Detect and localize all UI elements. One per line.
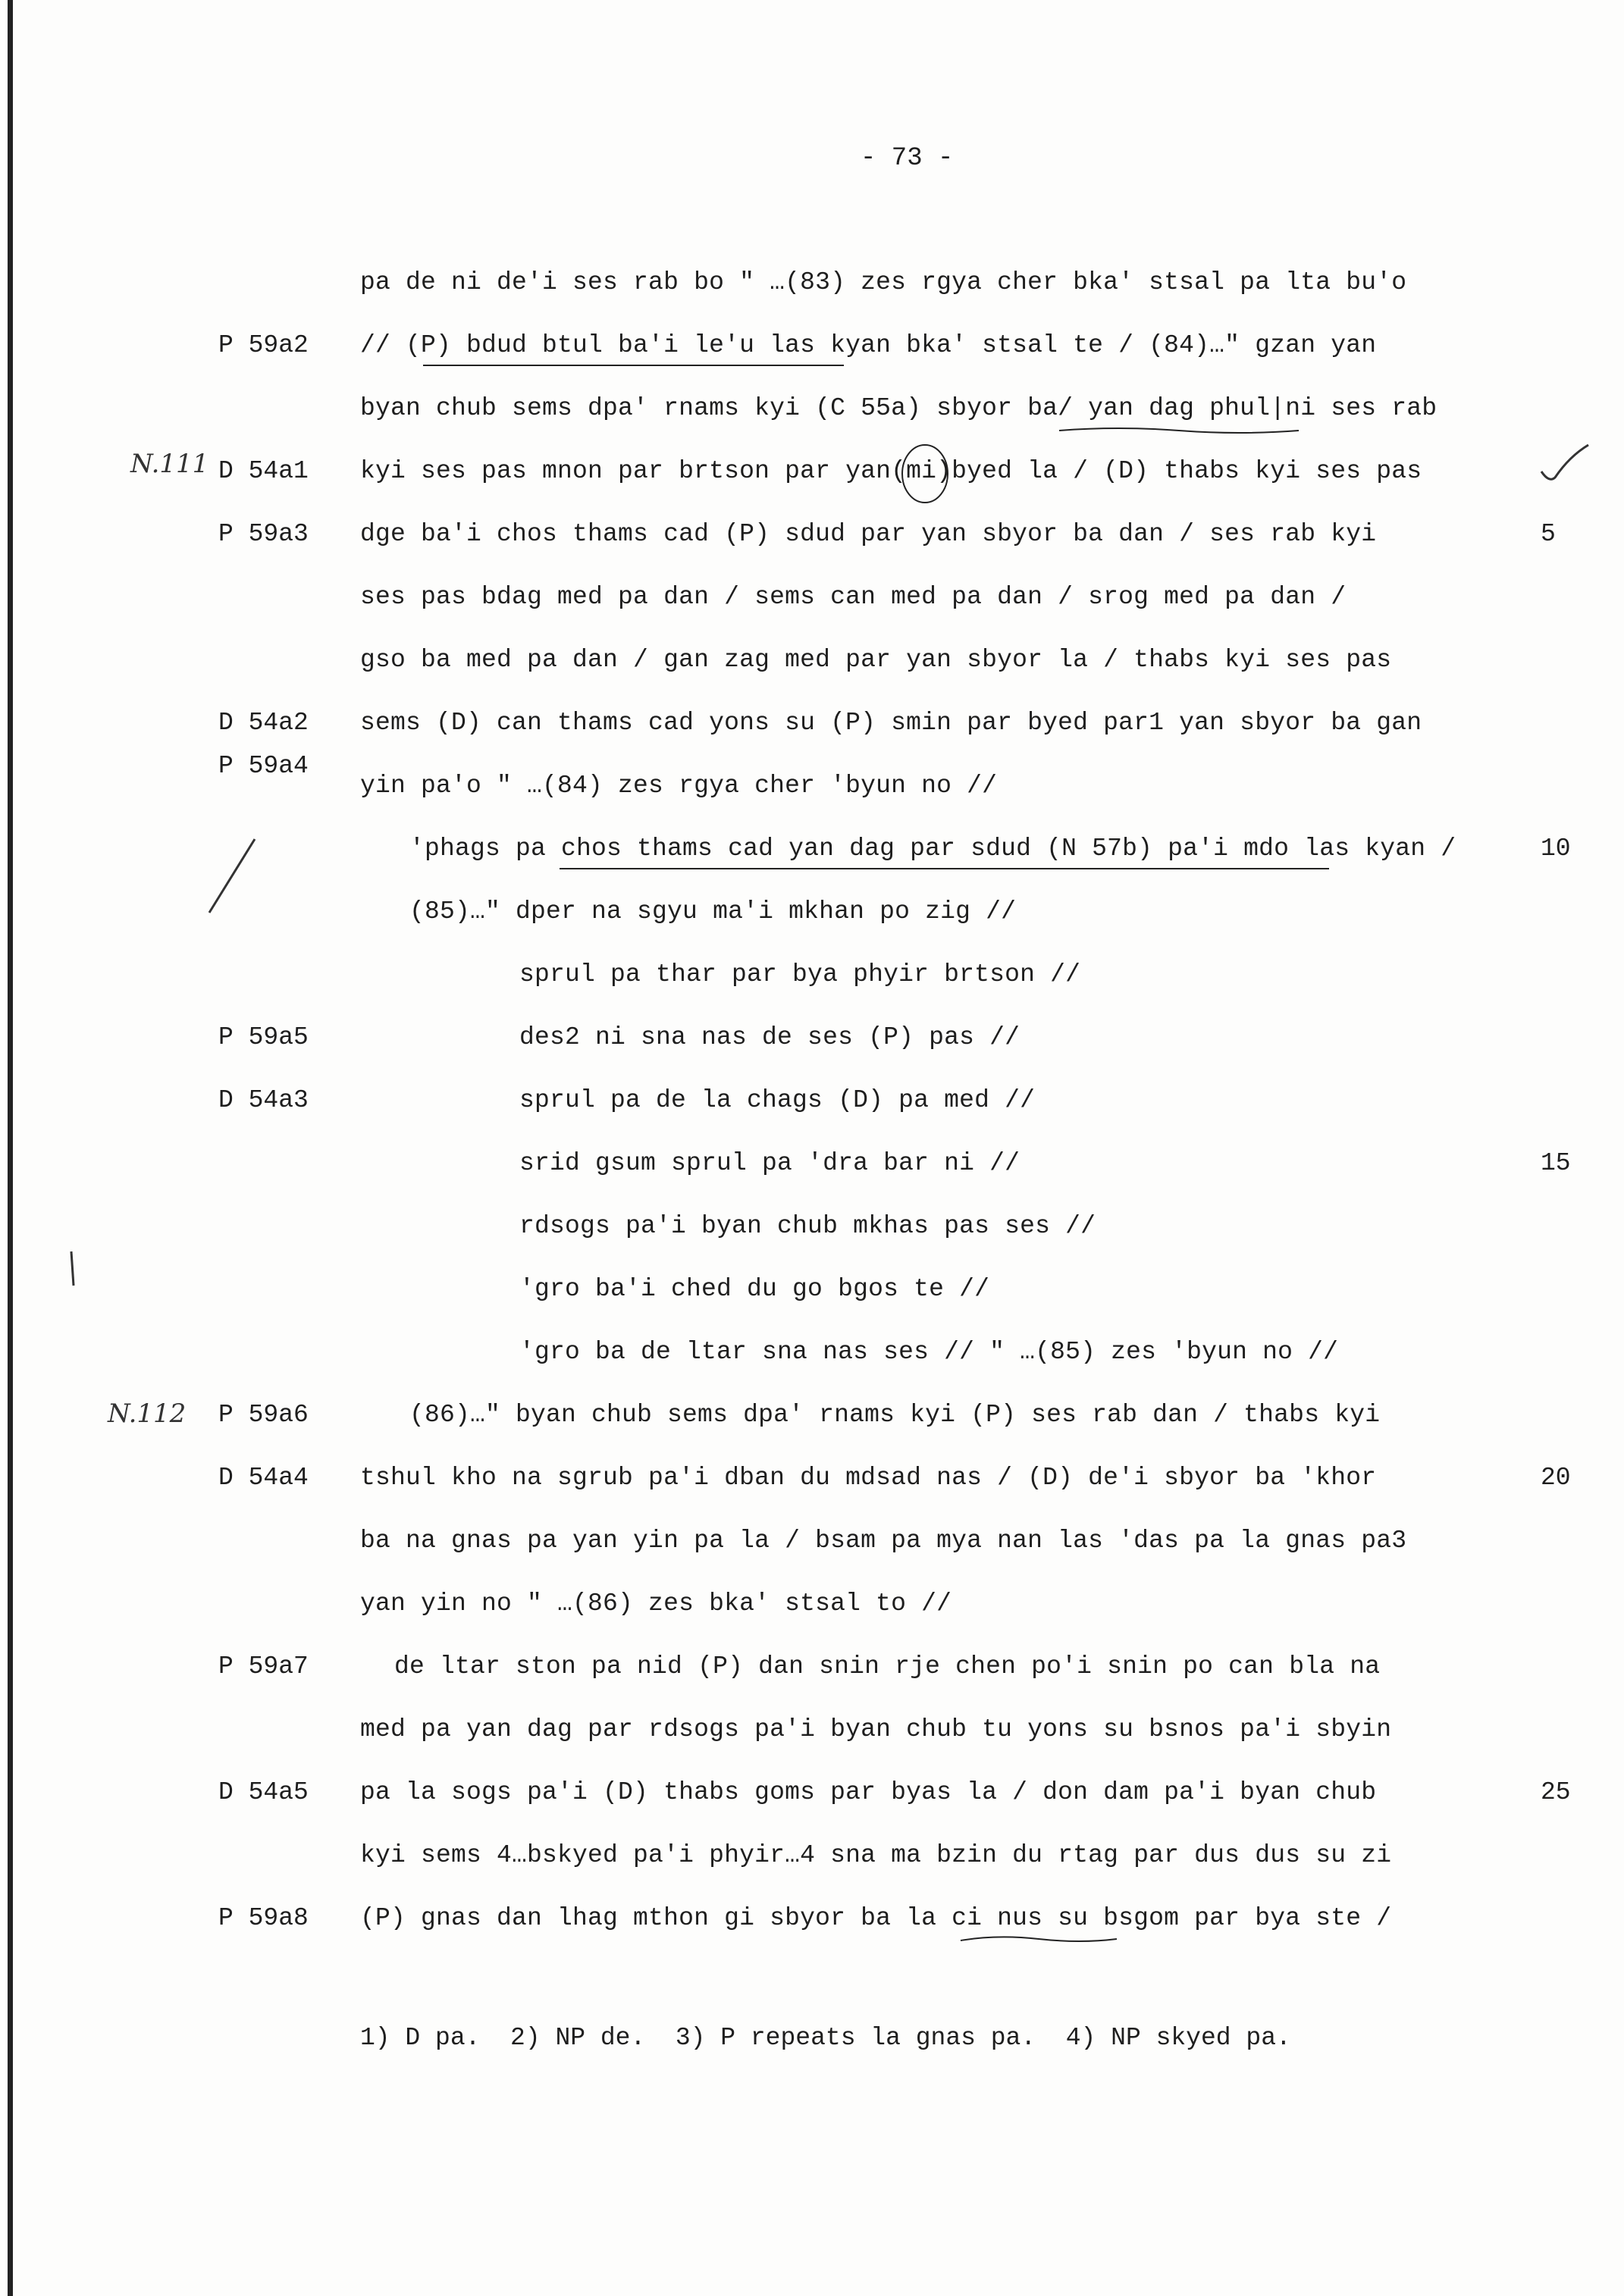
line-text: 'gro ba de ltar sna nas ses // " …(85) zes 'byun no // <box>519 1338 1339 1366</box>
line-text: (85)…" dper na sgyu ma'i mkhan po zig // <box>409 897 1017 926</box>
line-number: 10 <box>1541 835 1571 863</box>
line <box>0 457 1624 493</box>
line <box>0 1590 1624 1626</box>
line <box>0 1401 1624 1437</box>
line-text: pa de ni de'i ses rab bo " …(83) zes rgya cher bka' stsal pa lta bu'o <box>360 268 1407 296</box>
page-number: - 73 - <box>861 144 954 173</box>
line-text: kyi sems 4…bskyed pa'i phyir…4 sna ma bzin du rtag par dus dus su zi <box>360 1841 1392 1869</box>
line <box>0 1275 1624 1311</box>
handwritten-margin-note-2: N.112 <box>108 1399 187 1429</box>
footnotes: 1) D pa. 2) NP de. 3) P repeats la gnas pa. 4) NP skyed pa. <box>360 2024 1291 2052</box>
line-text: kyi ses pas mnon par brtson par yan(mi)byed la / (D) thabs kyi ses pas <box>360 457 1422 485</box>
underline-mark <box>1058 424 1300 437</box>
line-text: gso ba med pa dan / gan zag med par yan sbyor la / thabs kyi ses pas <box>360 646 1392 674</box>
line <box>0 268 1624 305</box>
handwritten-margin-note-1: N.111 <box>130 449 209 479</box>
line-text: dge ba'i chos thams cad (P) sdud par yan sbyor ba dan / ses rab kyi <box>360 520 1377 548</box>
circle-mark <box>895 440 955 508</box>
line-number: 15 <box>1541 1149 1571 1177</box>
line-text: ba na gnas pa yan yin pa la / bsam pa mya nan las 'das pa la gnas pa3 <box>360 1527 1407 1555</box>
line-number: 20 <box>1541 1464 1571 1492</box>
line-text: yan yin no " …(86) zes bka' stsal to // <box>360 1590 952 1618</box>
folio-ref: D 54a1 <box>218 457 309 485</box>
line-text: byan chub sems dpa' rnams kyi (C 55a) sbyor ba/ yan dag phul|ni ses rab <box>360 394 1437 422</box>
line-text: sprul pa thar par bya phyir brtson // <box>519 960 1081 988</box>
folio-ref: D 54a4 <box>218 1464 309 1492</box>
line <box>0 1212 1624 1248</box>
folio-ref: D 54a5 <box>218 1778 309 1806</box>
line-text: (P) gnas dan lhag mthon gi sbyor ba la ci nus su bsgom par bya ste / <box>360 1904 1392 1932</box>
line <box>0 1841 1624 1878</box>
folio-ref: D 54a3 <box>218 1086 309 1114</box>
folio-ref: P 59a2 <box>218 331 309 359</box>
line-text: yin pa'o " …(84) zes rgya cher 'byun no // <box>360 772 998 800</box>
line <box>0 1778 1624 1815</box>
line-text: rdsogs pa'i byan chub mkhas pas ses // <box>519 1212 1096 1240</box>
line-number: 25 <box>1541 1778 1571 1806</box>
line <box>0 1715 1624 1752</box>
line <box>0 752 1624 808</box>
line-text: sems (D) can thams cad yons su (P) smin par byed par1 yan sbyor ba gan <box>360 709 1422 737</box>
line <box>0 1338 1624 1374</box>
line <box>0 1149 1624 1186</box>
folio-ref: P 59a7 <box>218 1652 309 1680</box>
line <box>0 1652 1624 1689</box>
line <box>0 1023 1624 1060</box>
underline-mark <box>560 864 1333 873</box>
line-text: 'gro ba'i ched du go bgos te // <box>519 1275 990 1303</box>
line-text: pa la sogs pa'i (D) thabs goms par byas la / don dam pa'i byan chub <box>360 1778 1377 1806</box>
line-text: sprul pa de la chags (D) pa med // <box>519 1086 1036 1114</box>
line <box>0 1086 1624 1123</box>
folio-ref: P 59a5 <box>218 1023 309 1051</box>
line-text: tshul kho na sgrub pa'i dban du mdsad nas / (D) de'i sbyor ba 'khor <box>360 1464 1377 1492</box>
folio-ref: P 59a8 <box>218 1904 309 1932</box>
line <box>0 394 1624 431</box>
folio-ref: D 54a2 <box>218 709 309 737</box>
line-text: ses pas bdag med pa dan / sems can med pa dan / srog med pa dan / <box>360 583 1347 611</box>
line <box>0 583 1624 619</box>
line-text: med pa yan dag par rdsogs pa'i byan chub tu yons su bsnos pa'i sbyin <box>360 1715 1392 1743</box>
line-text: de ltar ston pa nid (P) dan snin rje chen po'i snin po can bla na <box>394 1652 1381 1680</box>
line-text: 'phags pa chos thams cad yan dag par sdud (N 57b) pa'i mdo las kyan / <box>409 835 1456 863</box>
line <box>0 960 1624 997</box>
underline-mark <box>959 1933 1118 1945</box>
line <box>0 1464 1624 1500</box>
line <box>0 646 1624 682</box>
line-text: (86)…" byan chub sems dpa' rnams kyi (P) ses rab dan / thabs kyi <box>409 1401 1381 1429</box>
folio-ref: P 59a4 <box>218 752 309 780</box>
line-number: 5 <box>1541 520 1556 548</box>
line-text: // (P) bdud btul ba'i le'u las kyan bka' stsal te / (84)…" gzan yan <box>360 331 1377 359</box>
folio-ref: P 59a3 <box>218 520 309 548</box>
folio-ref: P 59a6 <box>218 1401 309 1429</box>
underline-mark <box>423 361 848 370</box>
line-text: des2 ni sna nas de ses (P) pas // <box>519 1023 1020 1051</box>
line <box>0 1904 1624 1940</box>
line <box>0 897 1624 934</box>
line <box>0 1527 1624 1563</box>
line <box>0 520 1624 556</box>
line-text: srid gsum sprul pa 'dra bar ni // <box>519 1149 1020 1177</box>
line <box>0 709 1624 745</box>
